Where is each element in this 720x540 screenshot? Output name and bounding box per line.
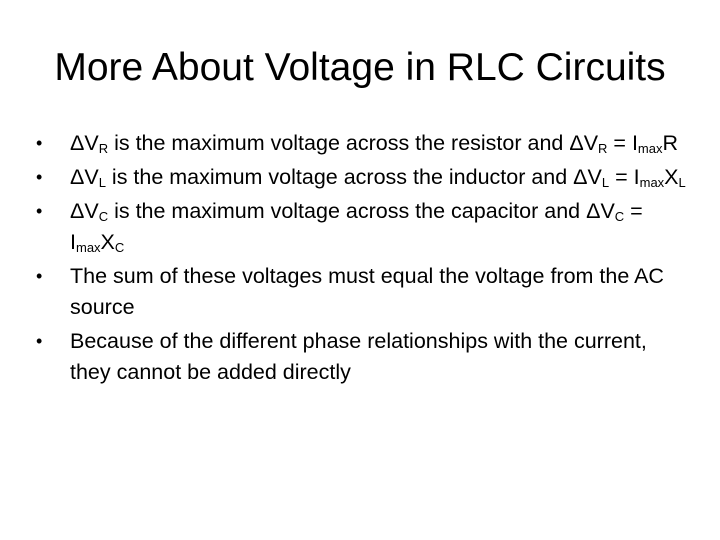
subscript: C (98, 209, 109, 224)
subscript: C (114, 240, 125, 255)
subscript: R (598, 141, 608, 156)
bullet-dot-icon: • (36, 266, 43, 286)
subscript: C (614, 209, 625, 224)
bullet-dot-icon: • (36, 167, 43, 187)
bullet-dot-icon: • (36, 133, 43, 153)
text-run: = I (607, 131, 638, 155)
subscript: max (75, 240, 101, 255)
subscript: max (639, 175, 665, 190)
bullet-dot-icon: • (36, 201, 43, 221)
bullet-item (36, 128, 686, 159)
text-run: R (662, 131, 679, 155)
text-run: is the maximum voltage across the capacitor and ΔV (108, 199, 615, 223)
bullet-text (70, 329, 647, 384)
text-run: Because of the different phase relationships with the current, they cannot be added directly (70, 329, 647, 384)
text-run: is the maximum voltage across the inductor and ΔV (105, 165, 602, 189)
subscript: L (601, 175, 610, 190)
subscript: L (678, 175, 686, 190)
bullet-item (36, 261, 686, 323)
bullet-item (36, 162, 686, 193)
bullet-text (70, 264, 664, 319)
text-run: = I (70, 199, 643, 254)
slide-title: More About Voltage in RLC Circuits (54, 46, 666, 89)
bullet-text (70, 131, 678, 155)
bullet-text (70, 199, 643, 254)
bullet-text (70, 165, 686, 189)
text-run: ΔV (70, 199, 99, 223)
bullet-item (36, 326, 686, 388)
text-run: is the maximum voltage across the resistor and ΔV (108, 131, 599, 155)
text-run: ΔV (70, 131, 99, 155)
text-run: The sum of these voltages must equal the voltage from the AC source (70, 264, 664, 319)
text-run: = I (609, 165, 640, 189)
bullet-item (36, 196, 686, 258)
text-run: X (664, 165, 679, 189)
bullet-list (36, 128, 686, 391)
subscript: R (98, 141, 109, 156)
subscript: max (637, 141, 663, 156)
subscript: L (98, 175, 106, 190)
text-run: ΔV (70, 165, 99, 189)
bullet-dot-icon: • (36, 331, 43, 351)
text-run: X (100, 230, 115, 254)
